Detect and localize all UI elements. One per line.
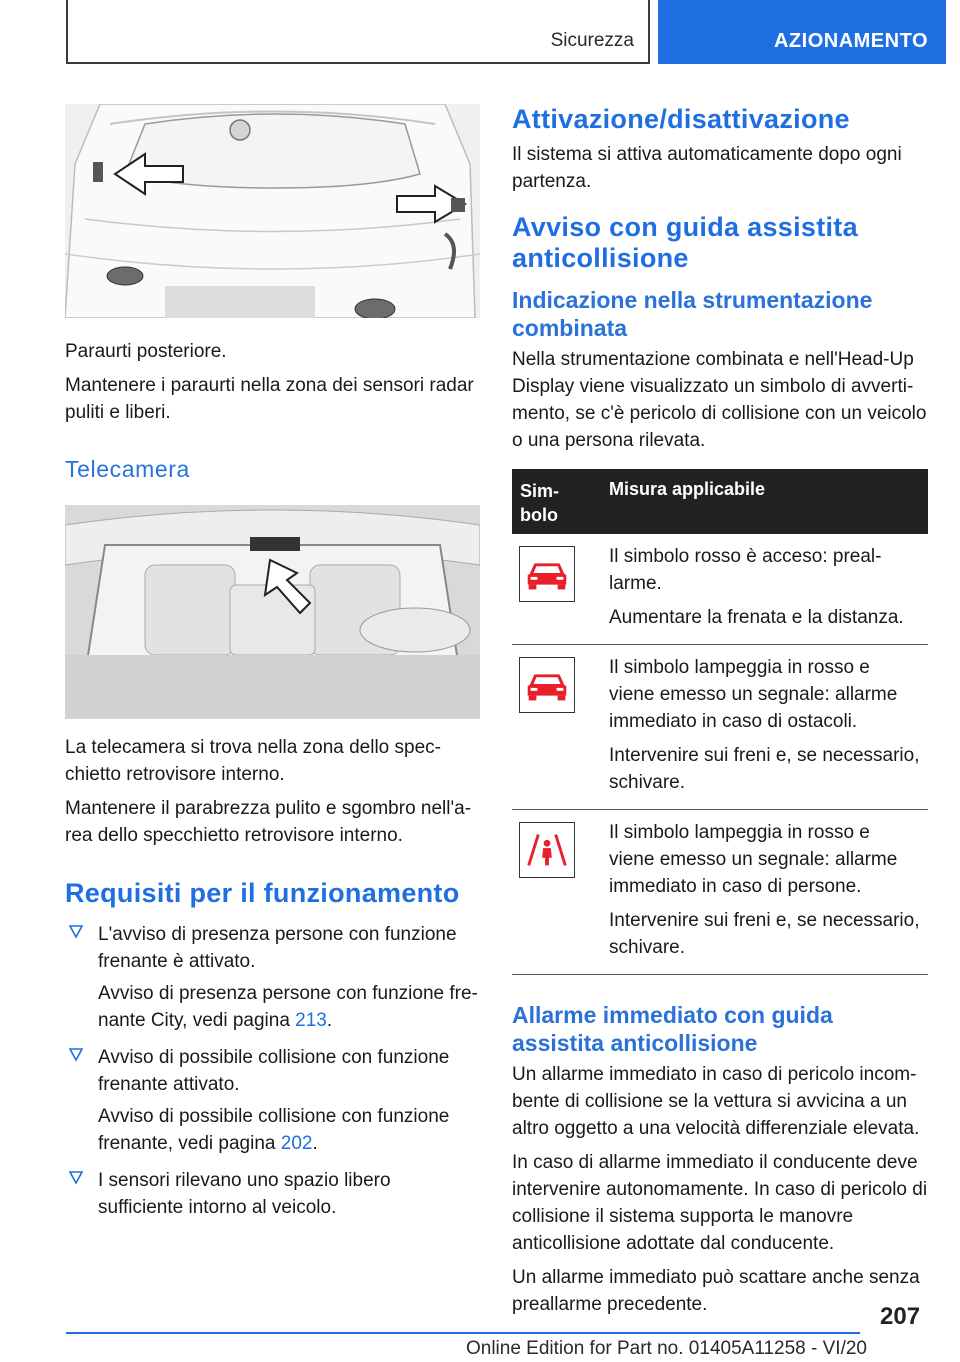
immediate-text-2: In caso di allarme immediato il conducente deve intervenire autonomamente. In caso di pericolo di collisione il sistema supporta le manovre anticollisione adottate dal conducente. bbox=[512, 1152, 928, 1254]
car-warning-icon bbox=[519, 546, 575, 602]
list-item bbox=[65, 1044, 480, 1157]
footer-edition: Online Edition for Part no. 01405A11258 - VI/20 bbox=[465, 1338, 867, 1359]
column-header-measure: Misura applicabile bbox=[609, 479, 766, 499]
row-text-2: Aumentare la frenata e la distanza. bbox=[609, 607, 904, 628]
warning-heading: Avviso con guida assistita anticollisione bbox=[512, 212, 858, 273]
cluster-heading: Indicazione nella strumentazione combinata bbox=[512, 287, 873, 341]
row-text-1: Il simbolo lampeggia in rosso e viene emesso un segnale: allarme immediato in caso di ostacoli. bbox=[609, 657, 898, 732]
requirements-list bbox=[65, 921, 480, 1221]
bumper-caption: Paraurti posteriore. bbox=[65, 341, 227, 362]
car-warning-icon bbox=[519, 657, 575, 713]
bumper-text: Mantenere i paraurti nella zona dei sensori radar puliti e liberi. bbox=[65, 375, 474, 423]
footer-divider bbox=[66, 1332, 860, 1334]
immediate-text-1: Un allarme immediato in caso di pericolo incombente di collisione se la vettura si avvicina a un altro oggetto a una velocità differenziale elevata. bbox=[512, 1064, 920, 1139]
row-text-2: Intervenire sui freni e, se necessario, schivare. bbox=[609, 745, 920, 793]
triangle-bullet-icon bbox=[69, 1171, 83, 1185]
header-section-title: Sicurezza bbox=[550, 30, 634, 51]
symbol-table bbox=[512, 469, 928, 975]
page-link-213[interactable]: 213 bbox=[295, 1010, 327, 1031]
bullet-main: I sensori rilevano uno spazio libero sufficiente intorno al veicolo. bbox=[98, 1170, 391, 1218]
left-column bbox=[65, 104, 480, 1231]
header-section-tab bbox=[66, 0, 650, 64]
rear-bumper-illustration bbox=[65, 104, 480, 318]
list-item bbox=[65, 921, 480, 1034]
bullet-sub: Avviso di presenza persone con funzione frenante City, vedi pagina 213. bbox=[98, 983, 478, 1031]
header-chapter-title: AZIONAMENTO bbox=[773, 30, 928, 52]
camera-text-2: Mantenere il parabrezza pulito e sgombro nell'area dello specchietto retrovisore interno. bbox=[65, 798, 472, 846]
bullet-sub: Avviso di possibile collisione con funzione frenante, vedi pagina 202. bbox=[98, 1106, 450, 1154]
pedestrian-warning-icon bbox=[519, 822, 575, 878]
immediate-text-3: Un allarme immediato può scattare anche senza preallarme precedente. bbox=[512, 1267, 920, 1315]
table-row bbox=[512, 534, 928, 645]
activation-text: Il sistema si attiva automaticamente dopo ogni partenza. bbox=[512, 144, 902, 192]
page-number: 207 bbox=[880, 1303, 921, 1330]
immediate-heading: Allarme immediato con guida assistita anticollisione bbox=[512, 1002, 833, 1056]
table-row bbox=[512, 645, 928, 810]
triangle-bullet-icon bbox=[69, 1048, 83, 1062]
row-text-1: Il simbolo lampeggia in rosso e viene emesso un segnale: allarme immediato in caso di persone. bbox=[609, 822, 898, 897]
list-item bbox=[65, 1167, 480, 1221]
camera-text-1: La telecamera si trova nella zona dello specchietto retrovisore interno. bbox=[65, 737, 441, 785]
bullet-main: Avviso di possibile collisione con funzione frenante attivato. bbox=[98, 1047, 450, 1095]
requirements-heading: Requisiti per il funzionamento bbox=[65, 878, 460, 908]
header-chapter-tab bbox=[658, 0, 946, 64]
bullet-main: L'avviso di presenza persone con funzione frenante è attivato. bbox=[98, 924, 457, 972]
column-header-symbol: Sim- bolo bbox=[520, 481, 560, 525]
interior-camera-illustration bbox=[65, 505, 480, 719]
row-text-1: Il simbolo rosso è acceso: preallarme. bbox=[609, 546, 882, 594]
table-row bbox=[512, 810, 928, 975]
table-header bbox=[512, 469, 928, 534]
activation-heading: Attivazione/disattivazione bbox=[512, 104, 850, 134]
camera-heading: Telecamera bbox=[65, 456, 190, 482]
page-link-202[interactable]: 202 bbox=[280, 1133, 313, 1154]
right-column bbox=[512, 104, 928, 1325]
triangle-bullet-icon bbox=[69, 925, 83, 939]
row-text-2: Intervenire sui freni e, se necessario, schivare. bbox=[609, 910, 920, 958]
cluster-text: Nella strumentazione combinata e nell'Head-Up Display viene visualizzato un simbolo di avvertimento, se c'è pericolo di collisione con un veicolo o una persona rilevata. bbox=[512, 349, 927, 451]
